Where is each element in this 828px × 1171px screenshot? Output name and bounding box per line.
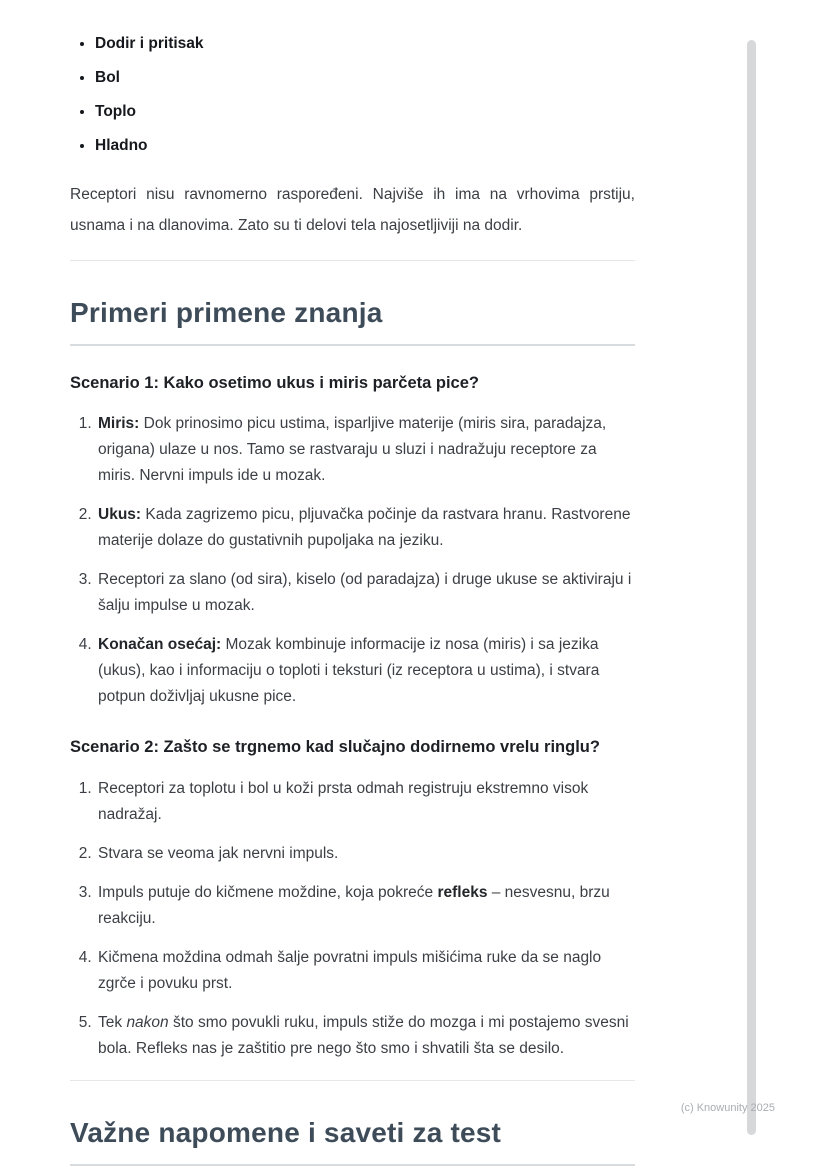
list-item (95, 68, 635, 88)
item-lead: Ukus: (98, 506, 142, 524)
list-item (96, 1010, 635, 1062)
section-divider (70, 1080, 635, 1081)
copyright-footer: (c) Knowunity 2025 (680, 1102, 775, 1114)
list-item-text: Bol (95, 69, 120, 87)
item-text: Stvara se veoma jak nervni impuls. (98, 844, 339, 862)
list-item (96, 411, 635, 489)
list-item (95, 34, 635, 54)
item-text: Receptori za slano (od sira), kiselo (od paradajza) i druge ukuse se aktiviraju i šalju impulse u mozak. (98, 571, 632, 615)
item-text: Impuls putuje do kičmene moždine, koja pokreće (98, 883, 438, 901)
senses-list (70, 34, 635, 157)
list-item (96, 880, 635, 932)
receptors-paragraph: Receptori nisu ravnomerno raspoređeni. Najviše ih ima na vrhovima prstiju, usnama i na dlanovima. Zato su ti delovi tela najosetljiviji na dodir. (70, 185, 635, 235)
item-bold-term: refleks (437, 883, 488, 901)
list-item-text: Dodir i pritisak (95, 35, 204, 52)
item-text: što smo povukli ruku, impuls stiže do mozga i mi postajemo svesni bola. Refleks nas je zaštitio pre nego što smo i shvatili šta se desilo. (98, 1013, 629, 1057)
scenario1-list (70, 411, 635, 710)
scenario2-list (70, 776, 635, 1062)
list-item-text: Hladno (95, 137, 148, 155)
section-divider (70, 260, 635, 261)
scenario2-heading: Scenario 2: Zašto se trgnemo kad slučajno dodirnemo vrelu ringlu? (70, 738, 600, 757)
item-text: Mozak kombinuje informacije iz nosa (miris) i sa jezika (ukus), kao i informaciju o toploti i teksturi (iz receptora u ustima), i stvara potpun doživljaj ukusne pice. (98, 636, 600, 706)
scrollbar-thumb[interactable] (747, 40, 756, 1135)
item-text: Tek (98, 1013, 127, 1031)
item-text: Kada zagrizemo picu, pljuvačka počinje da rastvara hranu. Rastvorene materije dolaze do gustativnih pupoljaka na jeziku. (98, 506, 631, 550)
item-text: Dok prinosimo picu ustima, isparljive materije (miris sira, paradajza, origana) ulaze u nos. Tamo se rastvaraju u sluzi i nadražuju receptore za miris. Nervni impuls ide u mozak. (98, 415, 607, 485)
document-content (70, 0, 635, 1166)
examples-section-heading: Primeri primene znanja (70, 298, 635, 346)
item-text: – nesvesnu, brzu reakciju. (98, 883, 610, 927)
list-item (96, 502, 635, 554)
list-item-text: Toplo (95, 103, 137, 121)
item-lead: Miris: (98, 415, 140, 433)
item-italic-term: nakon (126, 1013, 169, 1031)
list-item (96, 776, 635, 828)
list-item (96, 567, 635, 619)
list-item (96, 632, 635, 710)
list-item (95, 136, 635, 156)
list-item (96, 841, 635, 867)
item-lead: Konačan osećaj: (98, 636, 222, 654)
list-item (95, 102, 635, 122)
item-text: Receptori za toplotu i bol u koži prsta odmah registruju ekstremno visok nadražaj. (98, 779, 589, 823)
list-item (96, 945, 635, 997)
scenario1-heading: Scenario 1: Kako osetimo ukus i miris parčeta pice? (70, 373, 479, 392)
item-text: Kičmena moždina odmah šalje povratni impuls mišićima ruke da se naglo zgrče i povuku prst. (98, 948, 602, 992)
notes-section-heading: Važne napomene i saveti za test (70, 1118, 635, 1166)
